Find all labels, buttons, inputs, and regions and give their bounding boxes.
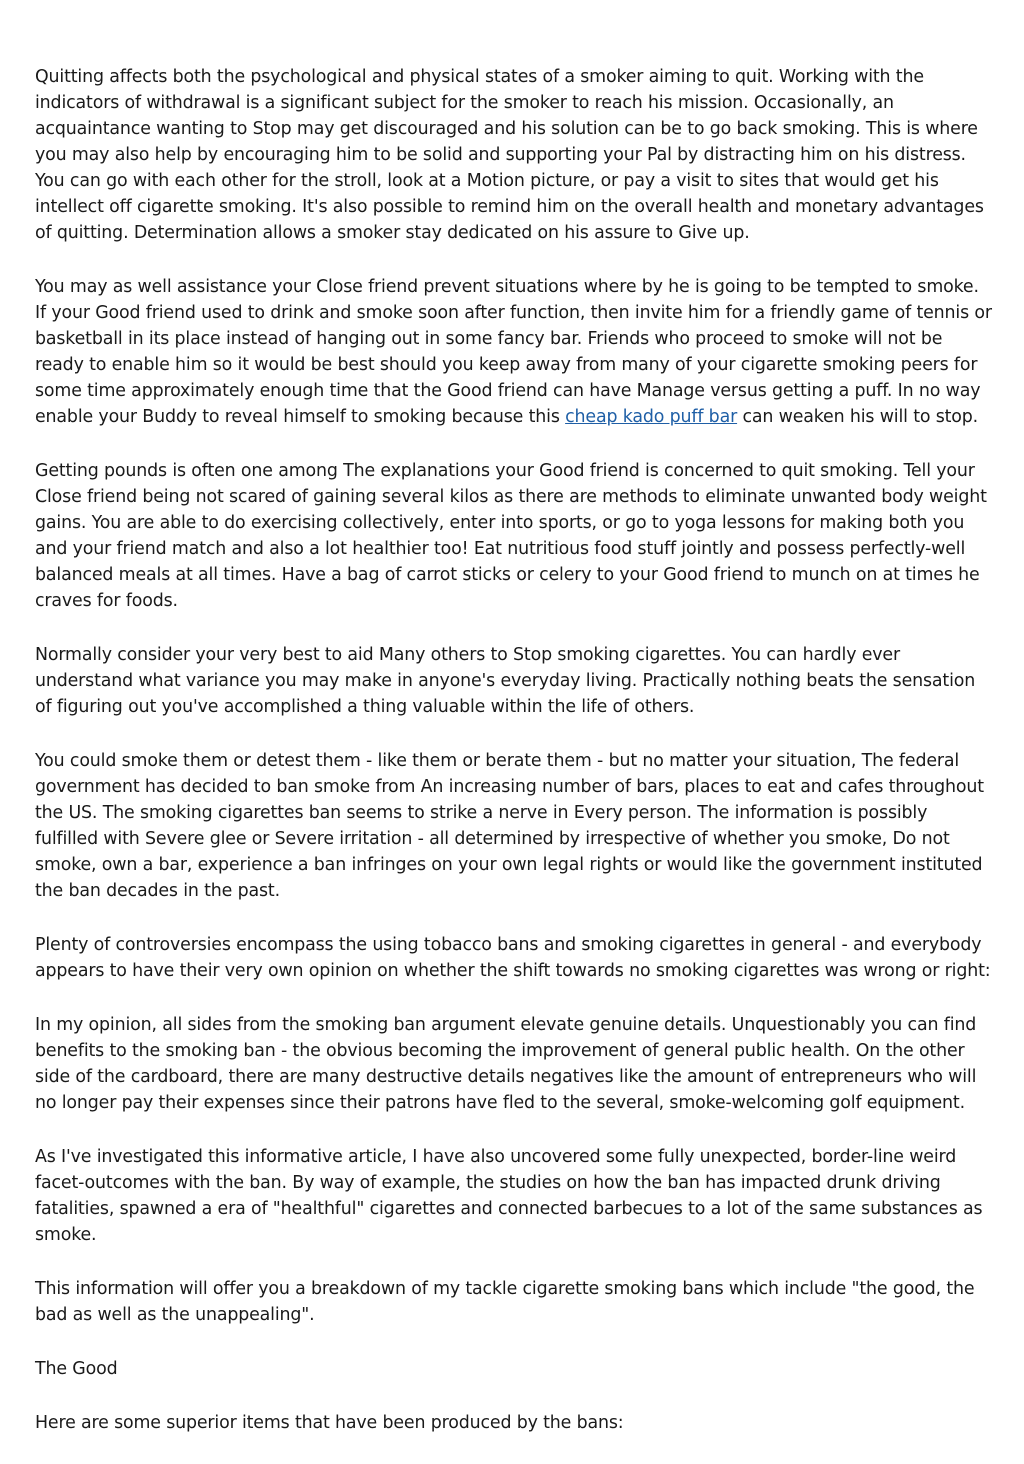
paragraph-4: Normally consider your very best to aid Many others to Stop smoking cigarettes. You can hardly ever understand what variance you may make in anyone's everyday living. Practically nothing beats the sensation of figuring out you've accomplished a thing valuable within the life of others. xyxy=(35,645,976,717)
paragraph-3: Getting pounds is often one among The explanations your Good friend is concerned to quit smoking. Tell your Close friend being not scared of gaining several kilos as there are methods to eliminate unwanted body weight gains. You are able to do exercising collectively, enter into sports, or go to yoga lessons for making both you and your friend match and also a lot healthier too! Eat nutritious food stuff jointly and possess perfectly-well balanced meals at all times. Have a bag of carrot sticks or celery to your Good friend to munch on at times he craves for foods. xyxy=(35,461,987,611)
paragraph-2-text-end: can weaken his will to stop. xyxy=(737,407,979,427)
paragraph-5: You could smoke them or detest them - like them or berate them - but no matter your situation, The federal government has decided to ban smoke from An increasing number of bars, places to eat and cafes throughout the US. The smoking cigarettes ban seems to strike a nerve in Every person. The information is possibly fulfilled with Severe glee or Severe irritation - all determined by irrespective of whether you smoke, Do not smoke, own a bar, experience a ban infringes on your own legal rights or would like the government instituted the ban decades in the past. xyxy=(35,751,984,901)
paragraph-2 xyxy=(35,274,993,430)
paragraph-2-text-start: You may as well assistance your Close friend prevent situations where by he is going to be tempted to smoke. If your Good friend used to drink and smoke soon after function, then invite him for a friendly game of tennis or basketball in its place instead of hanging out in some fancy bar. Friends who proceed to smoke will not be ready to enable him so it would be best should you keep away from many of your cigarette smoking peers for some time approximately enough time that the Good friend can have Manage versus getting a puff. In no way enable your Buddy to reveal himself to smoking because this xyxy=(35,277,992,427)
document-body xyxy=(35,64,993,1464)
paragraph-6: Plenty of controversies encompass the using tobacco bans and smoking cigarettes in general - and everybody appears to have their very own opinion on whether the shift towards no smoking cigarettes was wrong or right: xyxy=(35,935,991,981)
cheap-kado-puff-bar-link[interactable]: cheap kado puff bar xyxy=(565,407,738,427)
section-heading-the-good: The Good xyxy=(35,1359,118,1379)
paragraph-8: As I've investigated this informative article, I have also uncovered some fully unexpected, border-line weird facet-outcomes with the ban. By way of example, the studies on how the ban has impacted drunk driving fatalities, spawned a era of "healthful" cigarettes and connected barbecues to a lot of the same substances as smoke. xyxy=(35,1147,983,1245)
paragraph-9: This information will offer you a breakdown of my tackle cigarette smoking bans which include "the good, the bad as well as the unappealing". xyxy=(35,1279,975,1325)
paragraph-7: In my opinion, all sides from the smoking ban argument elevate genuine details. Unquestionably you can find benefits to the smoking ban - the obvious becoming the improvement of general public health. On the other side of the cardboard, there are many destructive details negatives like the amount of entrepreneurs who will no longer pay their expenses since their patrons have fled to the several, smoke-welcoming golf equipment. xyxy=(35,1015,977,1113)
paragraph-1: Quitting affects both the psychological and physical states of a smoker aiming to quit. Working with the indicators of withdrawal is a significant subject for the smoker to reach his mission. Occasionally, an acquaintance wanting to Stop may get discouraged and his solution can be to go back smoking. This is where you may also help by encouraging him to be solid and supporting your Pal by distracting him on his distress. You can go with each other for the stroll, look at a Motion picture, or pay a visit to sites that would get his intellect off cigarette smoking. It's also possible to remind him on the overall health and monetary advantages of quitting. Determination allows a smoker stay dedicated on his assure to Give up. xyxy=(35,67,984,243)
paragraph-11: Here are some superior items that have been produced by the bans: xyxy=(35,1413,624,1433)
